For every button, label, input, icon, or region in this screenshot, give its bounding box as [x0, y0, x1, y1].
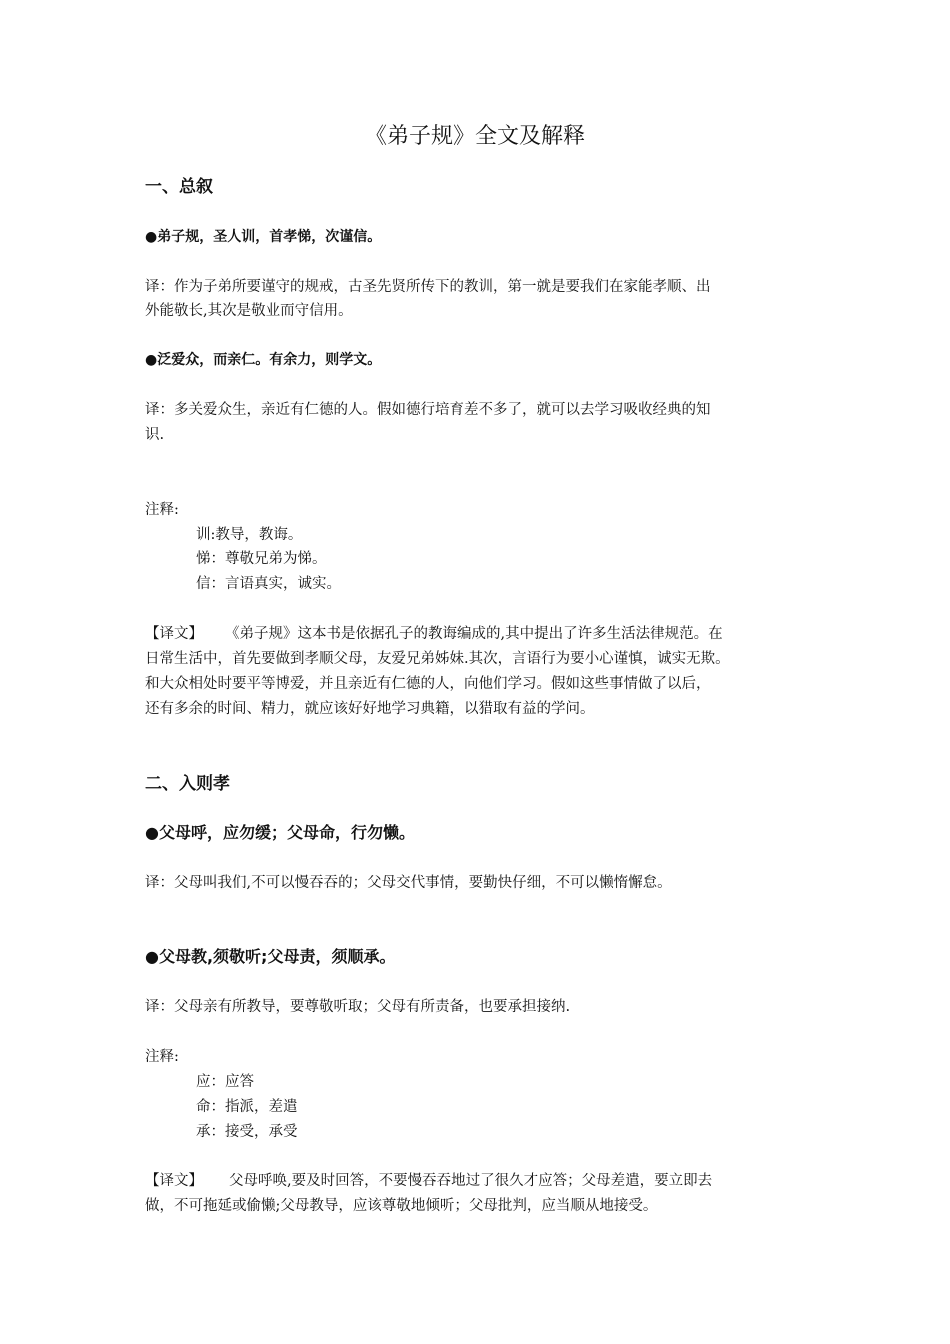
page-title: 《弟子规》全文及解释: [364, 124, 585, 149]
notes-label-2: 注释:: [145, 1049, 179, 1065]
translation-1-2-line-1: 译：多关爱众生，亲近有仁德的人。假如德行培育差不多了，就可以去学习吸收经典的知: [145, 402, 711, 418]
translation-1-1-line-1: 译：作为子弟所要谨守的规戒，古圣先贤所传下的教训，第一就是要我们在家能孝顺、出: [145, 279, 711, 295]
verse-2-2: ●父母教,须敬听;父母责，须顺承。: [145, 947, 396, 966]
translation-2-2: 译：父母亲有所教导，要尊敬听取；父母有所责备，也要承担接纳.: [145, 999, 571, 1015]
yiwen-2-line-1: [145, 1169, 815, 1193]
yiwen-2-text-1: 父母呼唤,要及时回答，不要慢吞吞地过了很久才应答；父母差遣，要立即去: [229, 1173, 713, 1189]
section-heading-1: 一、总叙: [145, 177, 213, 197]
note-item-2-3: 承：接受，承受: [196, 1124, 298, 1140]
yiwen-1-text-1: 《弟子规》这本书是依据孔子的教诲编成的,其中提出了许多生活法律规范。在: [225, 626, 723, 642]
yiwen-2-line-2: 做，不可拖延或偷懒;父母教导，应该尊敬地倾听；父母批判，应当顺从地接受。: [145, 1198, 658, 1214]
note-item-1-1: 训:教导，教诲。: [196, 527, 303, 543]
yiwen-1-line-3: 和大众相处时要平等博爱，并且亲近有仁德的人，向他们学习。假如这些事情做了以后，: [145, 676, 711, 692]
yiwen-label-2: 【译文】: [145, 1173, 203, 1189]
translation-2-1: 译：父母叫我们,不可以慢吞吞的；父母交代事情，要勤快仔细，不可以懒惰懈怠。: [145, 875, 672, 891]
note-item-1-2: 悌：尊敬兄弟为悌。: [196, 551, 327, 567]
yiwen-1-line-1: [145, 622, 815, 646]
yiwen-1-line-2: 日常生活中，首先要做到孝顺父母，友爱兄弟姊妹.其次，言语行为要小心谨慎，诚实无欺。: [145, 651, 730, 667]
note-item-1-3: 信：言语真实，诚实。: [196, 576, 341, 592]
yiwen-1-line-4: 还有多余的时间、精力，就应该好好地学习典籍，以猎取有益的学问。: [145, 701, 595, 717]
verse-1-1: ●弟子规，圣人训，首孝悌，次谨信。: [145, 229, 382, 245]
translation-1-2-line-2: 识.: [145, 427, 165, 443]
yiwen-label-1: 【译文】: [145, 626, 203, 642]
note-item-2-2: 命：指派，差遣: [196, 1099, 298, 1115]
translation-1-1-line-2: 外能敬长,其次是敬业而守信用。: [145, 303, 353, 319]
notes-label-1: 注释:: [145, 502, 179, 518]
section-heading-2: 二、入则孝: [145, 774, 230, 794]
verse-1-2: ●泛爱众，而亲仁。有余力，则学文。: [145, 352, 382, 368]
verse-2-1: ●父母呼，应勿缓；父母命，行勿懒。: [145, 823, 415, 842]
note-item-2-1: 应：应答: [196, 1074, 254, 1090]
